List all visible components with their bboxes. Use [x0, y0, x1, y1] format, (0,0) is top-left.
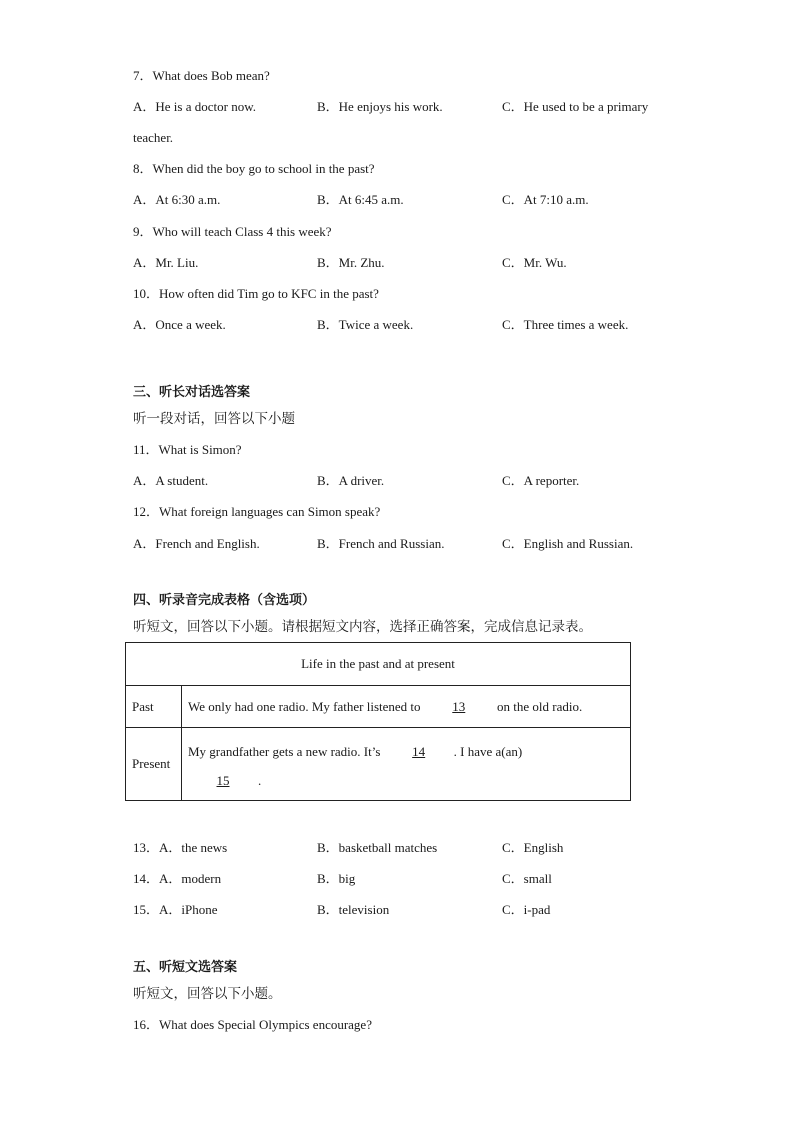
option-b: B．A driver.: [317, 473, 385, 488]
question-12: 12．What foreign languages can Simon speak?: [133, 504, 381, 519]
option-a: A．A student.: [133, 473, 209, 488]
table-present-label: Present: [126, 728, 182, 801]
present-text-after: .: [258, 773, 262, 788]
option-b: B．At 6:45 a.m.: [317, 192, 404, 207]
option-c: C．Mr. Wu.: [502, 255, 567, 270]
section-5-instruction: 听短文，回答以下小题。: [133, 986, 282, 1002]
option-b: B．French and Russian.: [317, 536, 445, 551]
option-c: C．English: [502, 840, 564, 855]
table-past-cell: [182, 686, 631, 728]
question-14-options: [133, 871, 693, 887]
option-a: A．French and English.: [133, 536, 260, 551]
question-16: 16．What does Special Olympics encourage?: [133, 1017, 372, 1032]
option-c: C．small: [502, 871, 552, 886]
option-b: B．television: [317, 902, 390, 917]
blank-13: 13: [452, 698, 466, 714]
section-5-heading: 五、听短文选答案: [133, 960, 238, 975]
table-present-cell: [182, 728, 631, 801]
option-a: A．Once a week.: [133, 317, 226, 332]
question-8-options: [133, 192, 693, 208]
table-past-label: Past: [126, 686, 182, 728]
present-text-before: My grandfather gets a new radio. It’s: [188, 744, 384, 759]
option-b: B．big: [317, 871, 356, 886]
option-a: A．Mr. Liu.: [133, 255, 199, 270]
past-text-after: on the old radio.: [493, 698, 583, 714]
section-3-heading: 三、听长对话选答案: [133, 385, 251, 400]
option-c: C．At 7:10 a.m.: [502, 192, 589, 207]
section-4-instruction: 听短文，回答以下小题。请根据短文内容，选择正确答案，完成信息记录表。: [133, 619, 592, 635]
option-b: B．basketball matches: [317, 840, 438, 855]
option-a: A．He is a doctor now.: [133, 99, 256, 114]
option-a: 15．A．iPhone: [133, 902, 218, 917]
option-c: C．He used to be a primary: [502, 99, 649, 114]
question-13-options: [133, 840, 693, 856]
section-4-heading: 四、听录音完成表格（含选项）: [133, 593, 316, 608]
present-text-middle: . I have a(an): [453, 744, 523, 759]
question-12-options: [133, 536, 693, 552]
option-c: C．A reporter.: [502, 473, 580, 488]
blank-14: 14: [412, 744, 426, 759]
question-10-options: [133, 317, 693, 333]
question-8: 8．When did the boy go to school in the past?: [133, 161, 375, 176]
table-title: Life in the past and at present: [126, 643, 631, 686]
option-c: C．i-pad: [502, 902, 551, 917]
question-10: 10．How often did Tim go to KFC in the past?: [133, 286, 379, 301]
section-3-instruction: 听一段对话，回答以下小题: [133, 411, 295, 427]
question-9: 9．Who will teach Class 4 this week?: [133, 224, 332, 239]
question-7-continuation: teacher.: [133, 130, 174, 145]
question-11-options: [133, 473, 693, 489]
question-9-options: [133, 255, 693, 271]
blank-15: 15: [216, 773, 230, 788]
option-a: A．At 6:30 a.m.: [133, 192, 221, 207]
option-c: C．English and Russian.: [502, 536, 634, 551]
question-15-options: [133, 902, 693, 918]
option-b: B．Twice a week.: [317, 317, 414, 332]
info-record-table: [125, 642, 631, 801]
option-b: B．Mr. Zhu.: [317, 255, 385, 270]
question-7: 7．What does Bob mean?: [133, 68, 270, 83]
option-a: 14．A．modern: [133, 871, 222, 886]
past-text-before: We only had one radio. My father listened to: [188, 698, 424, 714]
option-c: C．Three times a week.: [502, 317, 629, 332]
option-a: 13．A．the news: [133, 840, 228, 855]
option-b: B．He enjoys his work.: [317, 99, 443, 114]
question-11: 11．What is Simon?: [133, 442, 242, 457]
question-7-options: [133, 99, 693, 115]
